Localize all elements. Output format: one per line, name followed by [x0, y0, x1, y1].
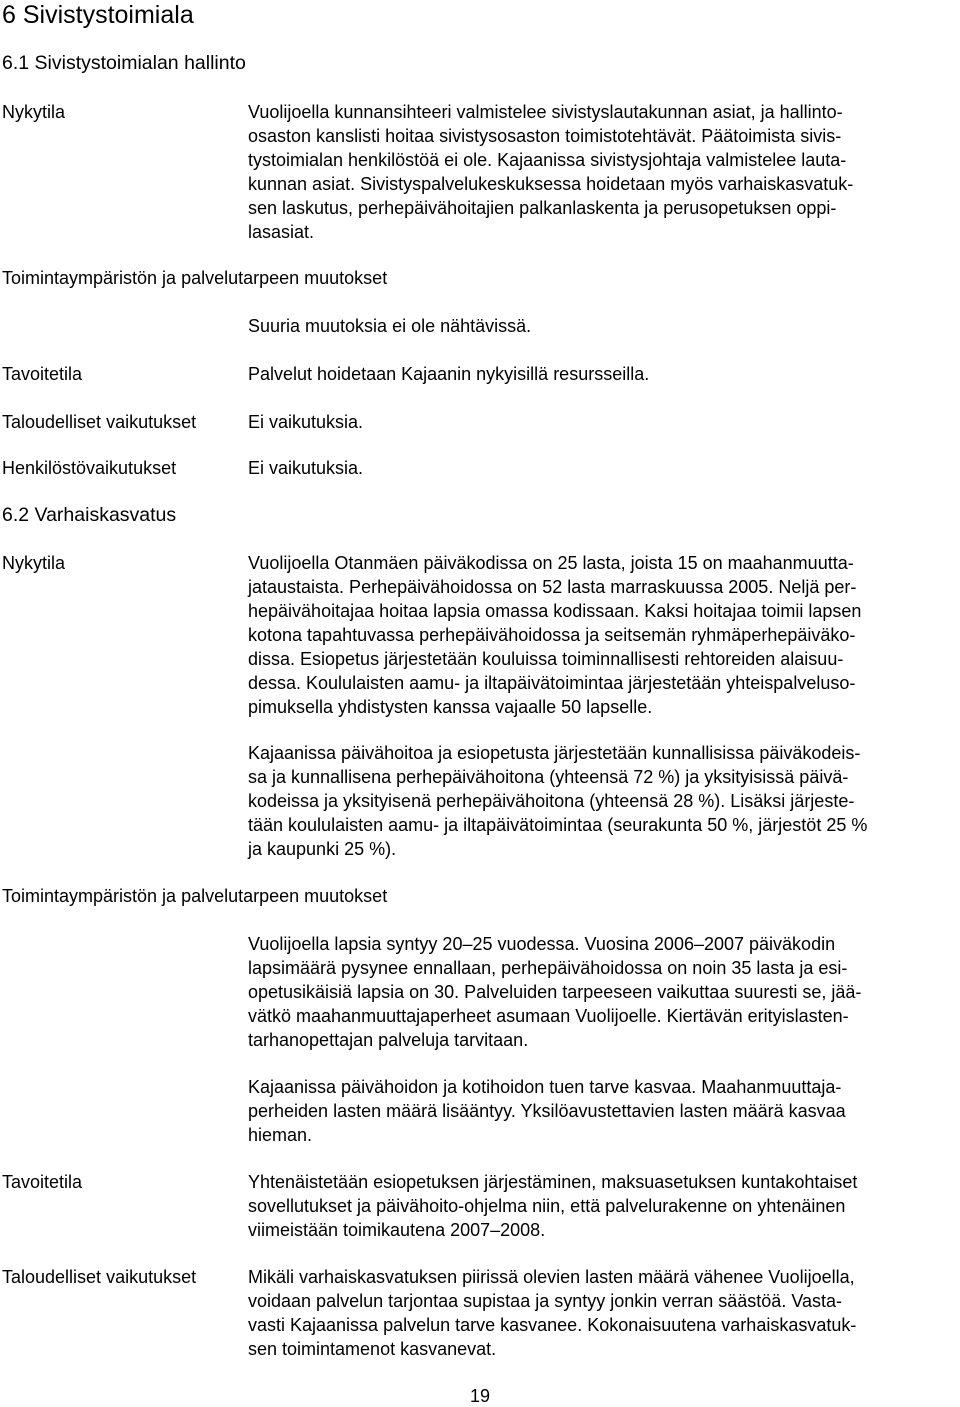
muutokset-text: Suuria muutoksia ei ole nähtävissä. — [248, 316, 532, 336]
taloudelliset-text: Mikäli varhaiskasvatuksen piirissä olevien lasten määrä vähenee Vuolijoella, voidaan palvelun tarjontaa supistaa ja syntyy jonkin verran säästöä. Vasta- vasti Kajaanissa palvelun tarve kasvanee. Kokonaisuutena varhaiskasvatuk- sen toimintamenot kasvanevat. — [248, 1267, 857, 1359]
taloudelliset-label: Taloudelliset vaikutukset — [2, 412, 197, 432]
tavoitetila-label: Tavoitetila — [2, 1172, 83, 1192]
section-heading-hallinto: 6.1 Sivistystoimialan hallinto — [2, 52, 246, 74]
tavoitetila-label: Tavoitetila — [2, 364, 83, 384]
muutokset-label: Toimintaympäristön ja palvelutarpeen muutokset — [2, 268, 388, 288]
chapter-heading: 6 Sivistystoimiala — [2, 1, 194, 29]
tavoitetila-text: Palvelut hoidetaan Kajaanin nykyisillä resursseilla. — [248, 364, 650, 384]
nykytila-text: Vuolijoella Otanmäen päiväkodissa on 25 lasta, joista 15 on maahanmuutta- jataustaista. Perhepäivähoidossa on 52 lasta marraskuussa 2005. Neljä per- hepäivähoitajaa hoitaa lapsia omassa kodissaan. Kaksi hoitajaa toimii lapsen kotona tapahtuvassa perhepäivähoidossa ja seitsemän ryhmäperhepäiväko- dissa. Esiopetus järjestetään kouluissa toiminnallisesti rehtoreiden alaisuu- dessa. Koululaisten aamu- ja iltapäivätoimintaa järjestetään yhteispalveluso- pimuksella yhdistysten kanssa vajaalle 50 lapselle. — [248, 553, 862, 717]
muutokset-text: Kajaanissa päivähoidon ja kotihoidon tuen tarve kasvaa. Maahanmuuttaja- perheiden lasten määrä lisääntyy. Yksilöavustettavien lasten määrä kasvaa hieman. — [248, 1077, 846, 1145]
muutokset-text: Vuolijoella lapsia syntyy 20–25 vuodessa. Vuosina 2006–2007 päiväkodin lapsimäärä pysynee ennallaan, perhepäivähoidossa on noin 35 lasta ja esi- opetusikäisiä lapsia on 30. Palveluiden tarpeeseen vaikuttaa suuresti se, jää- vätkö maahanmuuttajaperheet asumaan Vuolijoelle. Kiertävän erityislasten- tarhanopettajan palveluja tarvitaan. — [248, 934, 862, 1050]
page-number: 19 — [470, 1386, 491, 1406]
muutokset-label: Toimintaympäristön ja palvelutarpeen muutokset — [2, 886, 388, 906]
nykytila-label: Nykytila — [2, 102, 66, 122]
taloudelliset-text: Ei vaikutuksia. — [248, 412, 364, 432]
taloudelliset-label: Taloudelliset vaikutukset — [2, 1267, 197, 1287]
section-heading-varhaiskasvatus: 6.2 Varhaiskasvatus — [2, 504, 177, 526]
nykytila-label: Nykytila — [2, 553, 66, 573]
tavoitetila-text: Yhtenäistetään esiopetuksen järjestäminen, maksuasetuksen kuntakohtaiset sovellutukset ja päivähoito-ohjelma niin, että palvelurakenne on yhtenäinen viimeistään toimikautena 2007–2008. — [248, 1172, 858, 1240]
nykytila-text: Vuolijoella kunnansihteeri valmistelee sivistyslautakunnan asiat, ja hallinto- osaston kanslisti hoitaa sivistysosaston toimistotehtävät. Päätoimista sivis- tystoimialan henkilöstöä ei ole. Kajaanissa sivistysjohtaja valmistelee lauta- kunnan asiat. Sivistyspalvelukeskuksessa hoidetaan myös varhaiskasvatuk- sen laskutus, perhepäivähoitajien palkanlaskenta ja perusopetuksen oppi- lasasiat. — [248, 102, 854, 242]
henkilosto-label: Henkilöstövaikutukset — [2, 458, 177, 478]
henkilosto-text: Ei vaikutuksia. — [248, 458, 364, 478]
nykytila-text: Kajaanissa päivähoitoa ja esiopetusta järjestetään kunnallisissa päiväkodeis- sa ja kunnallisena perhepäivähoitona (yhteensä 72 %) ja yksityisissä päivä- kodeissa ja yksityisenä perhepäivähoitona (yhteensä 28 %). Lisäksi järjeste- tään koululaisten aamu- ja iltapäivätoimintaa (seurakunta 50 %, järjestöt 25 % ja kaupunki 25 %). — [248, 743, 868, 859]
